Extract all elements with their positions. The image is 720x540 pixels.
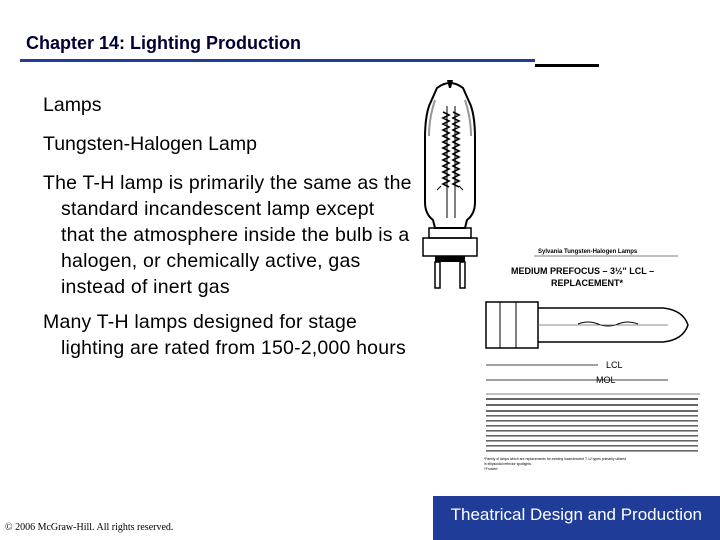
- slide-heading: Lamps: [43, 94, 102, 116]
- header-rule-blue: [20, 59, 535, 62]
- catalog-figure: [478, 240, 713, 472]
- dimension-lcl-label: LCL: [606, 360, 623, 370]
- catalog-caption: Sylvania Tungsten-Halogen Lamps: [538, 249, 638, 255]
- catalog-title-line1: MEDIUM PREFOCUS – 3½" LCL –: [511, 266, 655, 276]
- slide-content: [43, 92, 413, 370]
- brand-footer-text: Theatrical Design and Production: [450, 505, 702, 524]
- body-paragraph: The T-H lamp is primarily the same as the standard incandescent lamp except that the atmosphere inside the bulb is a halogen, or chemically active, gas instead of inert gas: [43, 172, 412, 298]
- lamp-illustration: [415, 78, 485, 290]
- catalog-footnote: †Frosted: [484, 467, 498, 471]
- catalog-footnote: *Family of lamps which are replacements for existing incandescent T-12 types primarily utilized: [484, 457, 627, 461]
- header-rule-black: [535, 64, 599, 67]
- slide-subheading: Tungsten-Halogen Lamp: [43, 133, 257, 155]
- catalog-footnote: in ellipsoidal reflector spotlights.: [484, 462, 532, 466]
- dimension-mol-label: MOL: [596, 375, 616, 385]
- catalog-title-line2: REPLACEMENT*: [551, 278, 624, 288]
- brand-footer: [433, 496, 720, 540]
- body-paragraph: Many T-H lamps designed for stage lighting are rated from 150-2,000 hours: [43, 311, 406, 359]
- copyright-notice: © 2006 McGraw-Hill. All rights reserved.: [5, 522, 174, 533]
- chapter-title: Chapter 14: Lighting Production: [26, 33, 301, 53]
